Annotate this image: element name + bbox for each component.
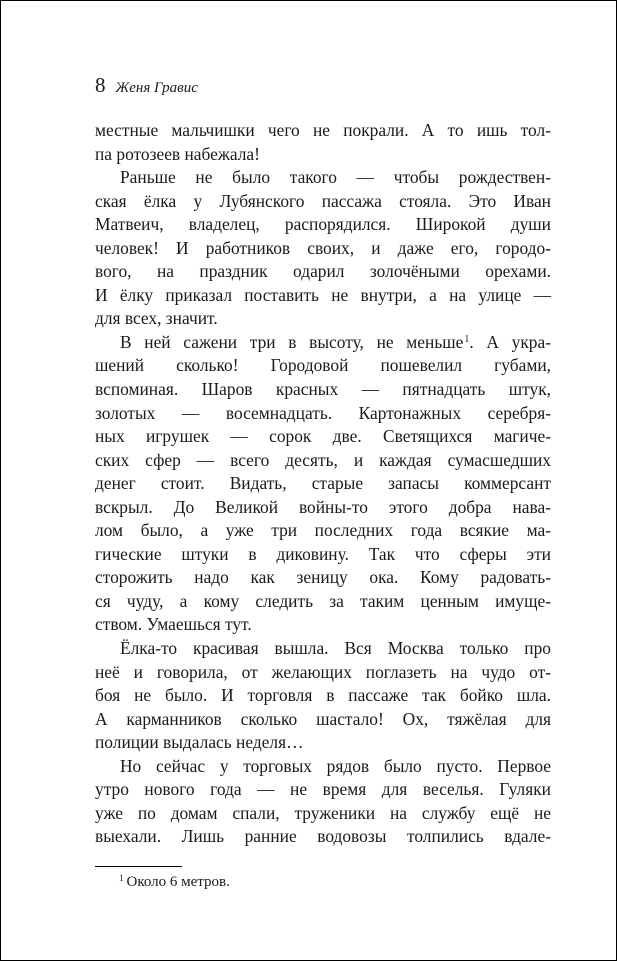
page-number: 8	[95, 73, 106, 97]
text-line: вскрыл. До Великой войны-то этого добра нава-	[95, 496, 551, 517]
text-line: Ёлка-то красивая вышла. Вся Москва только про	[120, 638, 551, 659]
footnote-text: Около 6 метров.	[126, 874, 230, 890]
text-line: утро нового года — не время для веселья. Гуляки	[95, 779, 551, 800]
text-line: И ёлку приказал поставить не внутри, а на улице —	[95, 284, 551, 305]
text-line: вого, на праздник одарил золочёными орехами.	[95, 261, 551, 282]
text-line: золотых — восемнадцать. Картонажных серебря-	[95, 402, 551, 423]
text-line: выехали. Лишь ранние водовозы толпились вдале-	[95, 826, 551, 847]
text-line: ных игрушек — сорок две. Светящихся магиче-	[95, 426, 551, 447]
text-line: А карманников сколько шастало! Ох, тяжёлая для	[95, 708, 551, 729]
text-line: вспоминая. Шаров красных — пятнадцать штук,	[95, 379, 551, 400]
text-line: шений сколько! Городовой пошевелил губами,	[95, 355, 551, 376]
text-line: гические штуки в диковину. Так что сферы эти	[95, 543, 551, 564]
text-fragment: В ней сажени три в высоту, не меньше	[120, 331, 464, 352]
footnote-divider	[95, 866, 182, 867]
text-line: человек! И работников своих, и даже его, городо-	[95, 237, 551, 258]
text-line: денег стоит. Видать, старые запасы коммерсант	[95, 473, 551, 494]
footnote-marker: 1	[119, 873, 124, 883]
text-line: неё и говорила, от желающих поглазеть на чудо от-	[95, 661, 551, 682]
text-line: Раньше не было такого — чтобы рождествен-	[120, 167, 551, 188]
text-line: полиции выдалась неделя…	[95, 732, 304, 753]
text-fragment: . А укра-	[469, 331, 552, 352]
text-line: сторожить надо как зеницу ока. Кому радовать-	[95, 567, 551, 588]
footnote-reference: 1	[464, 333, 470, 345]
running-header	[95, 73, 198, 98]
text-line: лом было, а уже три последних года всякие ма-	[95, 520, 551, 541]
text-line: ская ёлка у Лубянского пассажа стояла. Это Иван	[95, 190, 551, 211]
body-text	[95, 119, 551, 849]
text-line: уже по домам спали, труженики на службу ещё не	[95, 802, 551, 823]
text-line: Матвеич, владелец, распорядился. Широкой души	[95, 214, 551, 235]
author-name: Женя Гравис	[115, 80, 198, 96]
footnote	[119, 872, 230, 892]
text-line: для всех, значит.	[95, 308, 218, 329]
text-line-with-footnote	[95, 331, 551, 355]
text-line: Но сейчас у торговых рядов было пусто. Первое	[120, 755, 551, 776]
text-line: па ротозеев набежала!	[95, 143, 260, 164]
text-line: местные мальчишки чего не покрали. А то ишь тол-	[95, 120, 551, 140]
text-line: ством. Умаешься тут.	[95, 614, 252, 635]
text-line: боя не было. И торговля в пассаже так бойко шла.	[95, 685, 551, 706]
text-line: ся чуду, а кому следить за таким ценным имуще-	[95, 590, 551, 611]
text-line: ских сфер — всего десять, и каждая сумасшедших	[95, 449, 551, 470]
